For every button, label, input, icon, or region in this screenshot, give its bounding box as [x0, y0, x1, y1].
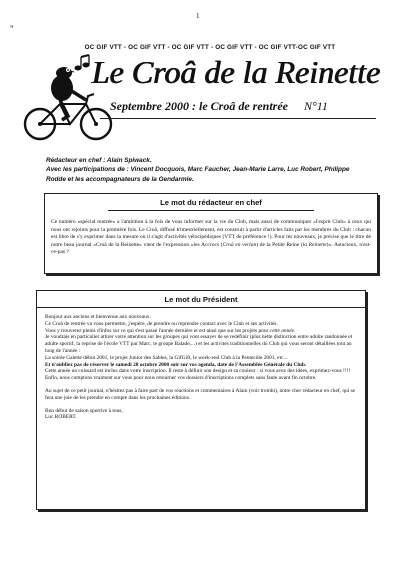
paragraph: Enfin, nous comptons vraiment sur vous pour nous retourner vos dossiers d'inscriptions complets sans faute avant fin octobre.: [45, 375, 317, 382]
editor-word-box: [44, 193, 378, 274]
president-word-text: [37, 308, 365, 421]
agm-reminder: Et n'oubliez pas de réserver le samedi 28 octobre 2000 soir sur vos agenda, date de l'Assemblée Générale du Club.: [45, 361, 307, 368]
editor-text-italic: la Reinette: [302, 241, 327, 248]
club-banner-line: OC GIF VTT - OC GIF VTT - OC GIF VTT - OC GIF VTT - OC GIF VTT-OC GIF VTT: [84, 44, 336, 51]
issue-number: N°11: [304, 99, 328, 113]
paragraph: Ce Croâ de rentrée va vous permettre, j'espère, de prendre ou reprendre contact avec le Club et ses activités.: [45, 320, 278, 327]
text-italic: cette année: [269, 327, 295, 334]
editor-text-italic: Croâ en verlan: [222, 241, 257, 248]
participants-credit: Avec les participations de : Vincent Docquois, Marc Faucher, Jean-Marie Larre, Luc Robert, Philippe Rodde et les accompagnateurs de la Gendarmie.: [46, 166, 350, 183]
editor-credit: Rédacteur en chef : Alain Spiwack.: [46, 157, 152, 164]
paragraph: Je voudrais en particulier attirer votre attention sur les groupes qui vont essayer de se redéfinir (plus nette distinction entre adulte randonnée et adulte sportif, la reprise de l'école VTT par Marc, le groupe Balade,...) et les activités traditionnelles du Club qui vous seront détaillées tout au long de l'année :: [45, 334, 353, 354]
newsletter-subtitle: Septembre 2000 : le Croâ de rentrée: [110, 99, 288, 113]
text-part: Vous y trouverez pleins d'infos sur ce qui s'est passé l'année dernière et est ainsi que sur les projets pour: [45, 327, 270, 334]
paragraph: Cette année un cuissard est inclus dans votre inscription. Il reste à définir son design et sa couleur : si vous avez des idées, exprimez-vous !!!!: [45, 368, 351, 375]
closing-line: Bon début de saison sportive à tous,: [45, 407, 123, 414]
editor-text-part: Ce numéro «spécial rentrée» a l'ambition à la fois de vous informer sur la vie du Club, mais aussi de communiquer «l'esprit Club» à ceux qui nous ont rejoints pour la première fois. Le Croâ, diffusé trimestriellement, est construit à partir d'articles faits par les membres du Club : chacun est libre de s'y exprimer dans la mesure où il s'agit d'activités vélocipédiques (VTT de préférence !). Pour les nouveaux, je précise que le titre de notre beau journal «Croâ de la Reinette» vient de l'expression «les Accrocs (: [51, 219, 371, 248]
president-word-box: [36, 290, 366, 510]
editor-text-part: ) de la Petite Reine (: [256, 241, 303, 248]
paragraph: Au sujet de ce petit journal, n'hésitez pas à faire part de vos réactions et commentaires à Alain (voir trombi), notre cher rédacteur en chef, qui se fera une joie de les prendre en compte dans les prochaines éditions.: [45, 387, 356, 401]
president-word-title: Le mot du Président: [164, 295, 238, 304]
paragraph: La soirée Galette début 2001, le projet Junior des Sables, la GifGift, le week-end Club à la Pentecôte 2001, etc...: [45, 354, 288, 361]
page-mark: ": [10, 24, 14, 34]
newsletter-title: Le Croâ de la Reinette: [91, 54, 381, 90]
header-rule: [100, 118, 376, 119]
page-number: 1: [196, 12, 200, 20]
credits-block: [46, 156, 366, 184]
editor-word-text: [45, 211, 377, 257]
editor-word-title: Le mot du rédacteur en chef: [160, 198, 262, 207]
signature: Luc ROBERT.: [45, 414, 77, 421]
text-part: .: [294, 327, 296, 334]
editor-text-part: )». Astucieux, n'est-ce-pas ?: [51, 241, 372, 256]
paragraph: Bonjour aux anciens et bienvenue aux nouveaux.: [45, 314, 151, 320]
